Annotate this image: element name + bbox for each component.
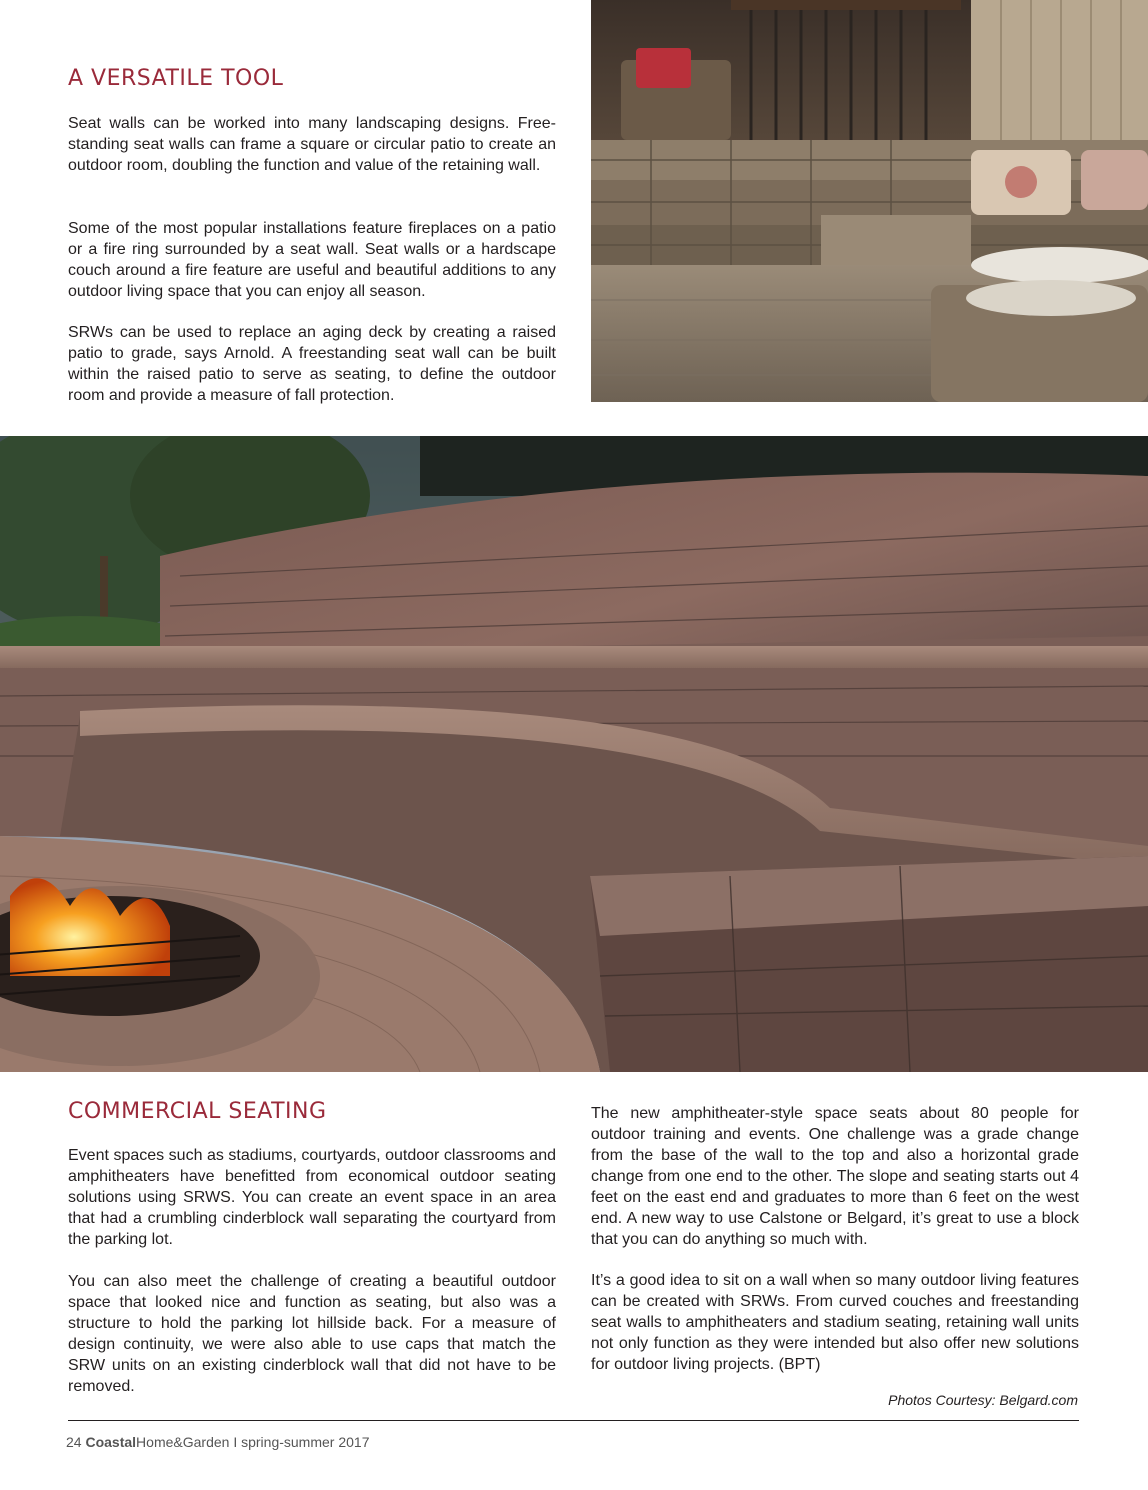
paragraph: The new amphitheater-style space seats about 80 people for outdoor training and events. One challenge was a grade change from the base of the wall to the top and also a horizontal grade change from one end to the other. The slope and seating starts out 4 feet on the east end and graduates to more than 6 feet on the west end. A new way to use Calstone or Belgard, it’s great to use a block that you can do anything so much with.: [591, 1105, 1079, 1248]
paragraph: Some of the most popular installations feature fireplaces on a patio or a fire ring surrounded by a seat wall. Seat walls or a hardscape couch around a fire feature are useful and beautiful additions to any outdoor living space that you can enjoy all season.: [68, 220, 556, 300]
paragraph: SRWs can be used to replace an aging deck by creating a raised patio to grade, says Arnold. A freestanding seat wall can be built within the raised patio to serve as seating, to define the outdoor room and provide a measure of fall protection.: [68, 324, 556, 404]
footer-divider: [68, 1420, 1079, 1421]
paragraph: You can also meet the challenge of creating a beautiful outdoor space that looked nice and function as seating, but also was a structure to hold the parking lot hillside back. For a measure of design continuity, we were also able to use caps that match the SRW units on an existing cinderblock wall that did not have to be removed.: [68, 1273, 556, 1395]
paragraph: It’s a good idea to sit on a wall when so many outdoor living features can be created with SRWs. From curved couches and freestanding seat walls to amphitheaters and stadium seating, retaining wall units not only function as they were intended but also offer new solutions for outdoor living projects. (BPT): [591, 1272, 1079, 1373]
paragraph: Event spaces such as stadiums, courtyards, outdoor classrooms and amphitheaters have benefitted from economical outdoor seating solutions using SRWS. You can create an event space in an area that had a crumbling cinderblock wall separating the courtyard from the parking lot.: [68, 1147, 556, 1248]
patio-photo: [591, 0, 1148, 402]
page-footer: [66, 1434, 370, 1450]
section-heading-commercial-seating: COMMERCIAL SEATING: [68, 1099, 327, 1124]
brand-name-rest: Home&Garden: [136, 1434, 230, 1450]
paragraph: Seat walls can be worked into many landscaping designs. Free-standing seat walls can frame a square or circular patio to create an outdoor room, doubling the function and value of the retaining wall.: [68, 115, 556, 174]
photo-credit: Photos Courtesy: Belgard.com: [888, 1392, 1078, 1408]
section-heading-versatile-tool: A VERSATILE TOOL: [68, 66, 284, 91]
brand-name-bold: Coastal: [85, 1434, 137, 1450]
seat-wall-firepit-photo: [0, 436, 1148, 1072]
issue-label: I spring-summer 2017: [233, 1434, 370, 1450]
page-number: 24: [66, 1434, 82, 1450]
